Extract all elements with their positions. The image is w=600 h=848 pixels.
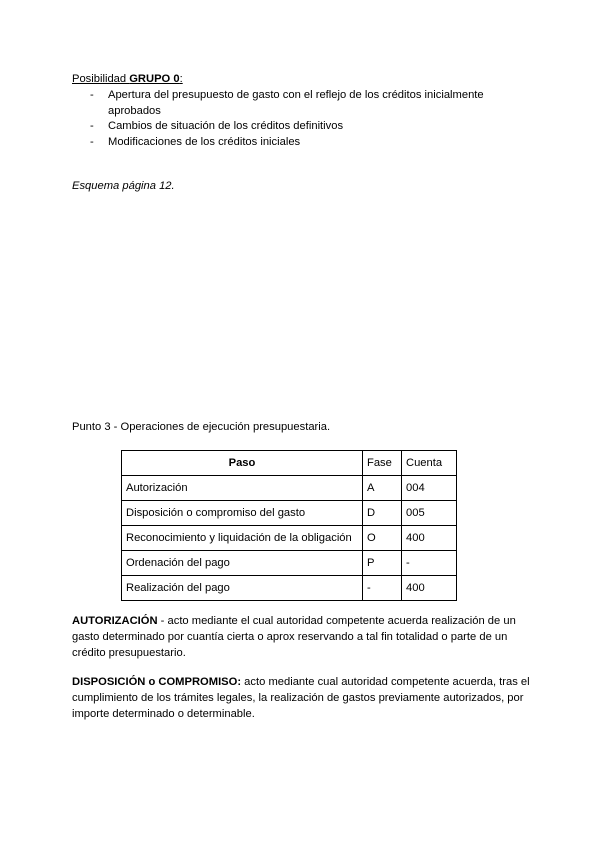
esquema-note: Esquema página 12. (72, 180, 175, 192)
cell-cuenta: 004 (402, 476, 457, 501)
table-row (122, 501, 457, 526)
cell-paso: Autorización (122, 476, 363, 501)
operations-table (121, 450, 457, 601)
header-cuenta: Cuenta (402, 451, 457, 476)
section-title: Punto 3 - Operaciones de ejecución presupuestaria. (72, 421, 331, 433)
table-row (122, 576, 457, 601)
autorizacion-paragraph (72, 613, 534, 661)
posibilidad-suffix: : (179, 73, 183, 85)
table-header-row (122, 451, 457, 476)
bullet-dash: - (90, 89, 94, 101)
cell-fase: O (363, 526, 402, 551)
disposicion-paragraph (72, 674, 534, 722)
cell-cuenta: 400 (402, 526, 457, 551)
bullet-dash: - (90, 135, 94, 148)
posibilidad-list (90, 88, 510, 150)
cell-fase: - (363, 576, 402, 601)
list-item (90, 88, 510, 119)
grupo-label: GRUPO 0 (129, 73, 180, 85)
posibilidad-prefix: Posibilidad (72, 73, 130, 85)
list-item (90, 119, 510, 135)
autorizacion-term: AUTORIZACIÓN (72, 615, 158, 627)
cell-paso: Reconocimiento y liquidación de la obligación (122, 526, 363, 551)
cell-cuenta: 400 (402, 576, 457, 601)
table-row (122, 551, 457, 576)
list-item-text: Cambios de situación de los créditos definitivos (108, 120, 344, 132)
header-paso: Paso (122, 451, 363, 476)
cell-paso: Realización del pago (122, 576, 363, 601)
table-row (122, 476, 457, 501)
list-item-text: Apertura del presupuesto de gasto con el reflejo de los créditos inicialmente aprobados (108, 89, 484, 117)
list-item-text: Modificaciones de los créditos iniciales (108, 135, 301, 148)
cell-fase: D (363, 501, 402, 526)
cell-cuenta: 005 (402, 501, 457, 526)
disposicion-term: DISPOSICIÓN o COMPROMISO: (72, 676, 242, 688)
cell-fase: A (363, 476, 402, 501)
cell-fase: P (363, 551, 402, 576)
cell-paso: Ordenación del pago (122, 551, 363, 576)
table-row (122, 526, 457, 551)
autorizacion-text: - acto mediante el cual autoridad competente acuerda realización de un gasto determinado por cuantía cierta o aprox reservando a tal fin totalidad o parte de un crédito presupuestario. (72, 615, 516, 659)
header-fase: Fase (363, 451, 402, 476)
cell-cuenta: - (402, 551, 457, 576)
disposicion-text: acto mediante cual autoridad competente acuerda, tras el cumplimiento de los trámites legales, la realización de gastos previamente autorizados, por importe determinado o determinable. (72, 676, 530, 720)
list-item (90, 135, 510, 151)
bullet-dash: - (90, 120, 94, 132)
posibilidad-heading (72, 73, 183, 85)
cell-paso: Disposición o compromiso del gasto (122, 501, 363, 526)
